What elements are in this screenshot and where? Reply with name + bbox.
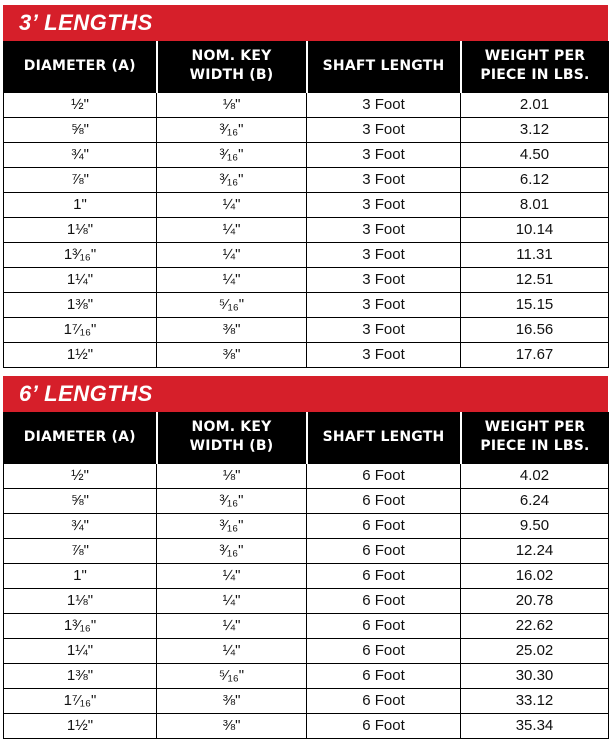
cell-weight: 25.02 [461,638,609,663]
cell-diameter: 1³⁄₁₆" [4,242,157,267]
cell-key-width: ¼" [157,267,307,292]
cell-weight: 8.01 [461,192,609,217]
cell-key-width: ³⁄₁₆" [157,142,307,167]
cell-diameter: ⅝" [4,488,157,513]
table-row [4,242,609,267]
cell-diameter: 1½" [4,342,157,367]
table-row [4,613,609,638]
cell-key-width: ¼" [157,638,307,663]
cell-weight: 15.15 [461,292,609,317]
cell-shaft-length: 3 Foot [307,292,461,317]
cell-diameter: 1½" [4,713,157,738]
cell-key-width: ⅜" [157,713,307,738]
cell-diameter: 1¼" [4,267,157,292]
cell-key-width: ¼" [157,588,307,613]
table-row [4,267,609,292]
cell-shaft-length: 3 Foot [307,342,461,367]
table-header-row [4,41,609,92]
cell-diameter: 1³⁄₁₆" [4,613,157,638]
cell-weight: 12.24 [461,538,609,563]
table-row [4,513,609,538]
col-header-key-width-line2: WIDTH (B) [189,67,274,84]
cell-weight: 6.12 [461,167,609,192]
col-header-shaft-length: SHAFT LENGTH [307,41,461,92]
specs-table [3,41,609,368]
cell-shaft-length: 3 Foot [307,117,461,142]
cell-diameter: 1⅛" [4,588,157,613]
col-header-weight-line2: PIECE IN LBS. [480,438,590,455]
cell-key-width: ⅜" [157,317,307,342]
col-header-weight-line2: PIECE IN LBS. [480,67,590,84]
cell-weight: 3.12 [461,117,609,142]
section-6ft-lengths [3,376,608,739]
table-row [4,292,609,317]
cell-key-width: ³⁄₁₆" [157,167,307,192]
cell-key-width: ⅛" [157,463,307,488]
cell-diameter: ⅝" [4,117,157,142]
table-row [4,167,609,192]
cell-weight: 22.62 [461,613,609,638]
cell-shaft-length: 6 Foot [307,713,461,738]
cell-shaft-length: 3 Foot [307,217,461,242]
table-row [4,538,609,563]
table-row [4,488,609,513]
cell-key-width: ⅛" [157,92,307,117]
table-row [4,563,609,588]
cell-shaft-length: 6 Foot [307,463,461,488]
col-header-key-width-line1: NOM. KEY [191,419,272,436]
cell-shaft-length: 6 Foot [307,488,461,513]
cell-weight: 20.78 [461,588,609,613]
col-header-weight-line1: WEIGHT PER [484,48,586,65]
cell-weight: 11.31 [461,242,609,267]
cell-weight: 4.50 [461,142,609,167]
table-row [4,688,609,713]
col-header-weight-line1: WEIGHT PER [484,419,586,436]
cell-shaft-length: 3 Foot [307,267,461,292]
col-header-key-width [157,412,307,463]
table-row [4,117,609,142]
col-header-weight [461,412,609,463]
cell-key-width: ³⁄₁₆" [157,488,307,513]
cell-key-width: ⅜" [157,342,307,367]
cell-diameter: 1" [4,563,157,588]
section-title: 6’ LENGTHS [3,376,608,412]
cell-weight: 30.30 [461,663,609,688]
table-row [4,92,609,117]
table-row [4,663,609,688]
cell-weight: 10.14 [461,217,609,242]
table-row [4,588,609,613]
cell-key-width: ⅜" [157,688,307,713]
cell-diameter: 1⁷⁄₁₆" [4,317,157,342]
cell-key-width: ¼" [157,192,307,217]
cell-weight: 33.12 [461,688,609,713]
cell-weight: 16.56 [461,317,609,342]
section-3ft-lengths [3,5,608,368]
section-title: 3’ LENGTHS [3,5,608,41]
cell-shaft-length: 6 Foot [307,588,461,613]
cell-shaft-length: 6 Foot [307,538,461,563]
cell-diameter: ⅞" [4,167,157,192]
col-header-shaft-length: SHAFT LENGTH [307,412,461,463]
cell-key-width: ⁵⁄₁₆" [157,292,307,317]
cell-key-width: ¼" [157,613,307,638]
cell-key-width: ⁵⁄₁₆" [157,663,307,688]
col-header-diameter: DIAMETER (A) [4,41,157,92]
table-row [4,192,609,217]
col-header-key-width [157,41,307,92]
cell-shaft-length: 3 Foot [307,242,461,267]
cell-key-width: ³⁄₁₆" [157,117,307,142]
table-row [4,638,609,663]
cell-diameter: 1⅜" [4,663,157,688]
cell-weight: 35.34 [461,713,609,738]
table-body [4,463,609,738]
cell-shaft-length: 3 Foot [307,317,461,342]
cell-shaft-length: 3 Foot [307,167,461,192]
cell-diameter: ¾" [4,513,157,538]
cell-diameter: ¾" [4,142,157,167]
table-row [4,217,609,242]
cell-weight: 6.24 [461,488,609,513]
table-row [4,342,609,367]
cell-key-width: ¼" [157,217,307,242]
cell-weight: 2.01 [461,92,609,117]
cell-weight: 17.67 [461,342,609,367]
table-body [4,92,609,367]
cell-weight: 9.50 [461,513,609,538]
cell-diameter: ½" [4,463,157,488]
cell-shaft-length: 6 Foot [307,663,461,688]
cell-shaft-length: 6 Foot [307,638,461,663]
cell-shaft-length: 6 Foot [307,688,461,713]
cell-shaft-length: 3 Foot [307,192,461,217]
cell-weight: 12.51 [461,267,609,292]
cell-shaft-length: 3 Foot [307,92,461,117]
col-header-weight [461,41,609,92]
cell-diameter: 1⅜" [4,292,157,317]
cell-diameter: 1⁷⁄₁₆" [4,688,157,713]
col-header-key-width-line1: NOM. KEY [191,48,272,65]
table-row [4,713,609,738]
cell-shaft-length: 3 Foot [307,142,461,167]
table-row [4,142,609,167]
col-header-diameter: DIAMETER (A) [4,412,157,463]
specs-table [3,412,609,739]
table-header-row [4,412,609,463]
cell-diameter: ⅞" [4,538,157,563]
cell-weight: 4.02 [461,463,609,488]
cell-key-width: ¼" [157,242,307,267]
cell-diameter: 1⅛" [4,217,157,242]
cell-key-width: ¼" [157,563,307,588]
table-row [4,317,609,342]
cell-diameter: ½" [4,92,157,117]
cell-key-width: ³⁄₁₆" [157,513,307,538]
cell-diameter: 1" [4,192,157,217]
cell-weight: 16.02 [461,563,609,588]
col-header-key-width-line2: WIDTH (B) [189,438,274,455]
cell-shaft-length: 6 Foot [307,613,461,638]
cell-diameter: 1¼" [4,638,157,663]
cell-shaft-length: 6 Foot [307,513,461,538]
table-row [4,463,609,488]
cell-key-width: ³⁄₁₆" [157,538,307,563]
cell-shaft-length: 6 Foot [307,563,461,588]
